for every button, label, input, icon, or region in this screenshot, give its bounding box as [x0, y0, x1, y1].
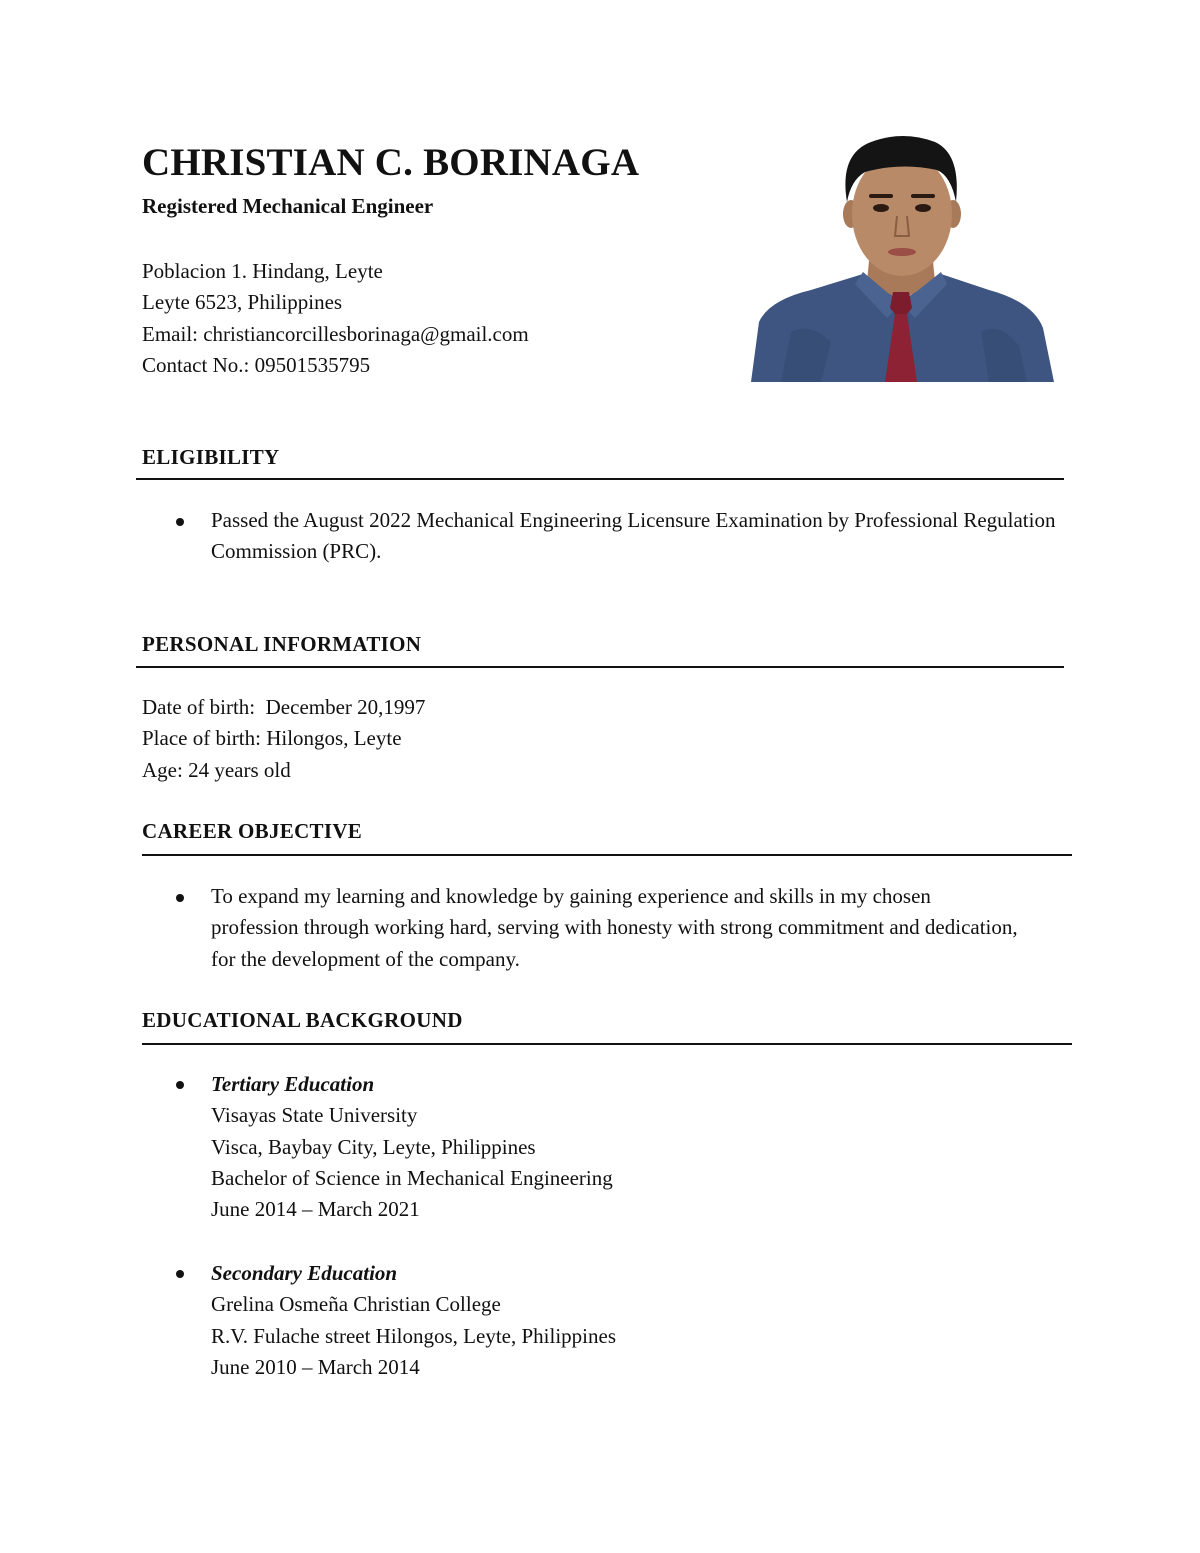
address-line-1: Poblacion 1. Hindang, Leyte	[142, 259, 383, 283]
eligibility-divider	[136, 478, 1064, 480]
career-objective-divider	[142, 854, 1072, 856]
education-heading: EDUCATIONAL BACKGROUND	[142, 1008, 463, 1032]
eligibility-item: Passed the August 2022 Mechanical Engineering Licensure Examination by Professional Regulation Commission (PRC).	[211, 508, 1056, 564]
profile-photo	[751, 132, 1054, 382]
career-objective-text: To expand my learning and knowledge by gaining experience and skills in my chosen profession through working hard, serving with honesty with strong commitment and dedication, for the development of the company.	[211, 884, 1018, 971]
education-divider	[142, 1043, 1072, 1045]
school-location: R.V. Fulache street Hilongos, Leyte, Philippines	[211, 1323, 616, 1348]
age: Age: 24 years old	[142, 757, 291, 782]
attendance-dates: June 2014 – March 2021	[211, 1197, 420, 1222]
personal-info-block	[142, 692, 425, 786]
bullet-dot	[176, 1270, 184, 1278]
degree: Bachelor of Science in Mechanical Engineering	[211, 1165, 613, 1190]
education-entry-tertiary	[211, 1069, 613, 1225]
school-name: Grelina Osmeña Christian College	[211, 1292, 501, 1317]
email-line: Email: christiancorcillesborinaga@gmail.com	[142, 321, 529, 346]
bullet-dot	[176, 518, 184, 526]
date-of-birth: Date of birth: December 20,1997	[142, 695, 426, 719]
education-entry-secondary	[211, 1258, 616, 1383]
contact-number-line: Contact No.: 09501535795	[142, 352, 371, 377]
personal-info-heading: PERSONAL INFORMATION	[142, 632, 422, 656]
school-name: Visayas State University	[211, 1103, 418, 1128]
bullet-dot	[176, 1081, 184, 1089]
job-title: Registered Mechanical Engineer	[142, 194, 434, 218]
education-level: Tertiary Education	[211, 1072, 375, 1096]
resume-name: CHRISTIAN C. BORINAGA	[142, 141, 640, 184]
address-line-2: Leyte 6523, Philippines	[142, 290, 343, 315]
eligibility-heading: ELIGIBILITY	[142, 445, 280, 469]
education-level: Secondary Education	[211, 1261, 398, 1285]
attendance-dates: June 2010 – March 2014	[211, 1354, 420, 1379]
contact-block	[142, 256, 529, 381]
career-objective-heading: CAREER OBJECTIVE	[142, 819, 363, 843]
place-of-birth: Place of birth: Hilongos, Leyte	[142, 726, 402, 751]
personal-info-divider	[136, 666, 1064, 668]
bullet-dot	[176, 894, 184, 902]
school-location: Visca, Baybay City, Leyte, Philippines	[211, 1134, 536, 1159]
